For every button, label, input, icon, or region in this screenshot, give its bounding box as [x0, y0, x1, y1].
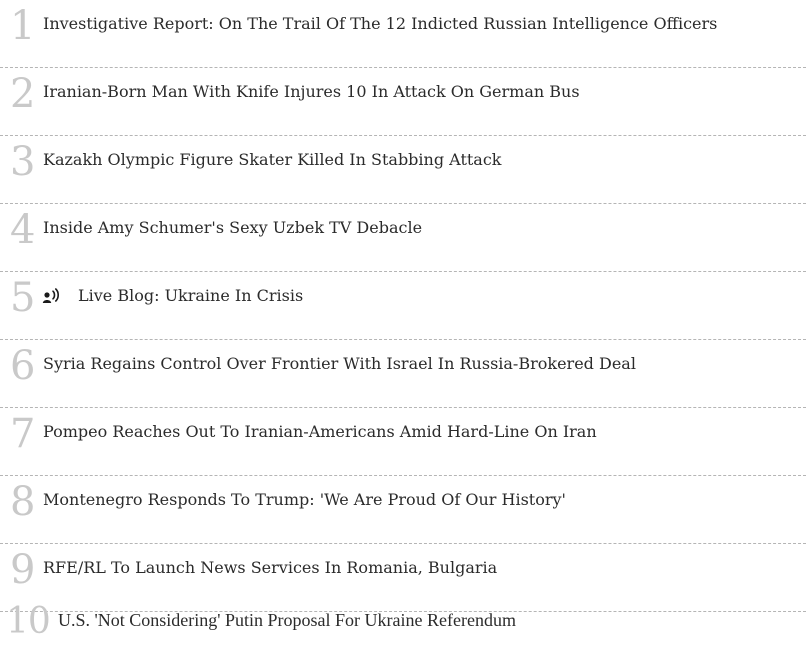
- list-item[interactable]: [0, 476, 806, 544]
- list-item[interactable]: [0, 204, 806, 272]
- list-item[interactable]: [0, 408, 806, 476]
- article-title-link[interactable]: U.S. 'Not Considering' Putin Proposal For Ukraine Referendum: [58, 610, 516, 630]
- rank-number: 3: [10, 139, 35, 185]
- rank-number: 1: [10, 3, 35, 49]
- rank-number: 5: [10, 275, 35, 321]
- article-title-link[interactable]: RFE/RL To Launch News Services In Romania, Bulgaria: [43, 558, 498, 577]
- list-item[interactable]: [0, 68, 806, 136]
- rank-number: 6: [10, 343, 35, 389]
- rank-number: 2: [10, 71, 35, 117]
- article-title-link[interactable]: Kazakh Olympic Figure Skater Killed In Stabbing Attack: [43, 150, 502, 169]
- article-title-link[interactable]: Iranian-Born Man With Knife Injures 10 In Attack On German Bus: [43, 82, 580, 101]
- rank-number: 8: [10, 479, 35, 525]
- list-item[interactable]: [0, 340, 806, 408]
- list-item[interactable]: [0, 272, 806, 340]
- live-blog-icon: [42, 288, 68, 304]
- list-item[interactable]: [0, 0, 806, 68]
- article-title-link[interactable]: Live Blog: Ukraine In Crisis: [78, 286, 304, 305]
- rank-number: 9: [10, 547, 35, 593]
- list-item[interactable]: [0, 596, 806, 646]
- list-item[interactable]: [0, 136, 806, 204]
- rank-number: 4: [10, 207, 35, 253]
- article-title-link[interactable]: Syria Regains Control Over Frontier With Israel In Russia-Brokered Deal: [43, 354, 636, 373]
- article-title-link[interactable]: Inside Amy Schumer's Sexy Uzbek TV Debacle: [43, 218, 423, 237]
- article-title-link[interactable]: Investigative Report: On The Trail Of The 12 Indicted Russian Intelligence Officers: [43, 14, 718, 33]
- rank-number: 7: [10, 411, 35, 457]
- rank-number: 10: [6, 601, 50, 642]
- article-title-link[interactable]: Montenegro Responds To Trump: 'We Are Proud Of Our History': [43, 490, 566, 509]
- article-title-link[interactable]: Pompeo Reaches Out To Iranian-Americans Amid Hard-Line On Iran: [43, 422, 597, 441]
